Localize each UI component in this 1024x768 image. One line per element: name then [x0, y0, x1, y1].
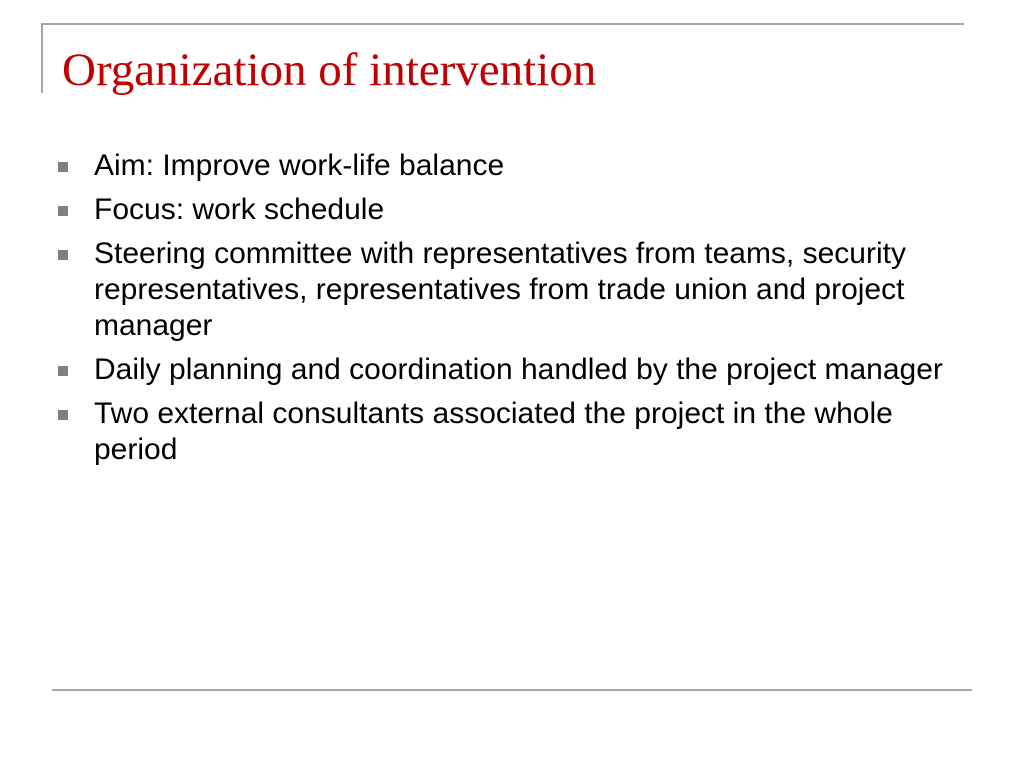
- footer-rule: [52, 689, 972, 691]
- list-item: [56, 352, 956, 388]
- bullet-text: Daily planning and coordination handled by the project manager: [94, 353, 943, 386]
- bullet-text: Steering committee with representatives from teams, security representatives, representatives from trade union and project manager: [94, 237, 906, 342]
- square-bullet-icon: [58, 162, 68, 172]
- bullet-text: Aim: Improve work-life balance: [94, 149, 505, 182]
- bullet-text: Two external consultants associated the project in the whole period: [94, 397, 893, 466]
- bullet-list: [56, 148, 956, 476]
- list-item: [56, 148, 956, 184]
- list-item: [56, 236, 956, 344]
- square-bullet-icon: [58, 410, 68, 420]
- slide-title: Organization of intervention: [62, 44, 597, 96]
- list-item: [56, 396, 956, 468]
- frame-top-rule: [43, 23, 964, 25]
- frame-left-rule: [41, 23, 43, 93]
- square-bullet-icon: [58, 206, 68, 216]
- bullet-text: Focus: work schedule: [94, 193, 385, 226]
- square-bullet-icon: [58, 250, 68, 260]
- list-item: [56, 192, 956, 228]
- square-bullet-icon: [58, 366, 68, 376]
